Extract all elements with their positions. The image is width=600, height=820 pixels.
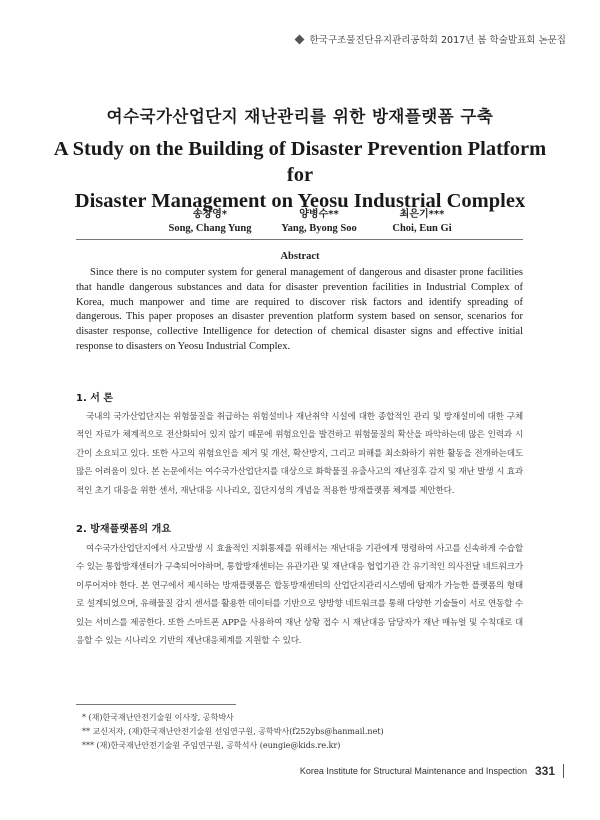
author-name-english: Yang, Byong Soo (281, 223, 357, 234)
author-name-english: Choi, Eun Gi (392, 223, 452, 234)
author-name-english: Song, Chang Yung (168, 223, 252, 234)
section-text-platform-overview: 여수국가산업단지에서 사고발생 시 효율적인 지휘통제를 위해서는 재난대응 기관에게 명령하여 사고를 신속하게 수습할 수 있는 통합방재센터가 구축되어야하며, 통합방재센터는 유관기관 및 재난대응 협업기관 간 유기적인 의사전달 네트워크가 이루어져야 한다. 본 연구에서 제시하는 방재플랫폼은 합동방재센터의 산업단지관리시스템에 탑재가 가능한 플랫폼의 형태로 설계되었으며, 유해물질 감지 센서를 활용한 데이터를 기반으로 양방향 네트워크를 통해 다양한 기술들이 서로 연동할 수 있는 서비스를 제공한다. 또한 스마트폰 APP을 사용하여 재난 상황 접수 시 재난대응 담당자가 재난 매뉴얼 및 수칙대로 대응할 수 있는 시나리오 기반의 재난대응체계를 지원할 수 있다. (76, 544, 523, 647)
page-number: 331 (535, 764, 564, 778)
section-heading-platform-overview: 2. 방재플랫폼의 개요 (76, 524, 171, 535)
footnote-1: * (재)한국재난안전기술원 이사장, 공학박사 (82, 713, 234, 722)
footer-organization: Korea Institute for Structural Maintenance and Inspection (299, 766, 527, 776)
diamond-icon (295, 34, 305, 44)
conference-header (296, 32, 566, 46)
author-name-korean: 양병수** (299, 209, 339, 220)
abstract-heading: Abstract (280, 251, 320, 262)
author-name-korean: 최은기*** (399, 209, 445, 220)
conference-name: 한국구조물진단유지관리공학회 2017년 봄 학술발표회 논문집 (309, 35, 566, 46)
page-footer (300, 764, 564, 778)
title-english (40, 136, 560, 214)
abstract-text: Since there is no computer system for general management of dangerous and disaster prone facilities that handle dangerous substances and data for disaster prevention facilities in Industrial Complex of Korea, much manpower and time are required to discover risk factors and identify spreading of dangerous. This paper proposes an disaster prevention platform system based on sensor, scenarios for disaster response, collective Intelligence for detection of chemical disaster signs and effective initial response to disasters on Yeosu Industrial Complex. (76, 267, 523, 352)
footnote-3: *** (재)한국재난안전기술원 주임연구원, 공학석사 (eungie@kids.re.kr) (82, 741, 341, 750)
author-name-korean: 송창영* (192, 209, 228, 220)
section-heading-introduction: 1. 서 론 (76, 393, 114, 404)
section-text-introduction: 국내의 국가산업단지는 위험물질을 취급하는 위험설비나 재난취약 시설에 대한 종합적인 관리 및 방재설비에 대한 구체적인 자료가 체계적으로 전산화되어 있지 않기 때문에 위험요인을 발견하고 위험물질의 확산을 파악하는데 많은 인력과 시간이 소요되고 있다. 또한 사고의 위험요인을 제거 및 개선, 확산방지, 그리고 피해를 최소화하기 위한 활동을 전개하는데도 많은 어려움이 있다. 본 논문에서는 여수국가산업단지를 대상으로 화학물질 유출사고의 재난징후 감지 및 재난 발생 시 효과적인 초기 대응을 위한 센서, 재난대응 시나리오, 집단지성의 개념을 적용한 방재플랫폼 체계를 제안한다. (76, 412, 523, 496)
author-3 (352, 205, 492, 234)
title-english-line1: A Study on the Building of Disaster Prevention Platform for (53, 138, 547, 186)
footnote-divider (76, 704, 236, 705)
title-korean: 여수국가산업단지 재난관리를 위한 방재플랫폼 구축 (106, 107, 494, 126)
divider (76, 239, 523, 240)
title-english-line2: Disaster Management on Yeosu Industrial Complex (74, 190, 526, 212)
footnote-2: ** 교신저자, (재)한국재난안전기술원 선임연구원, 공학박사(f252ybs@hanmail.net) (82, 727, 384, 736)
